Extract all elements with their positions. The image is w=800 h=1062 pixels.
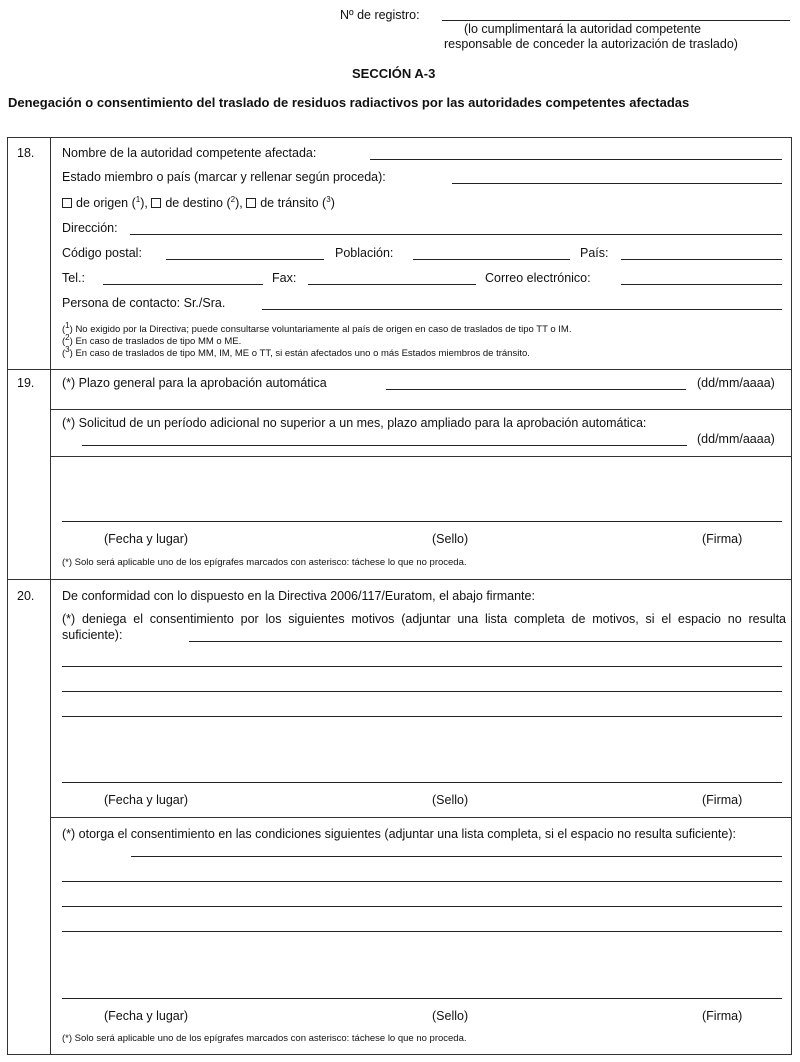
persona-label: Persona de contacto: Sr./Sra.	[62, 296, 226, 310]
signature-line-20a[interactable]	[62, 782, 782, 783]
section-title: SECCIÓN A-3	[352, 66, 436, 81]
intro-label: De conformidad con lo dispuesto en la Directiva 2006/117/Euratom, el abajo firmante:	[62, 589, 535, 603]
fax-field[interactable]	[308, 284, 476, 285]
correo-field[interactable]	[621, 284, 782, 285]
plazo-label: (*) Plazo general para la aprobación automática	[62, 376, 327, 390]
otorga-field-3[interactable]	[62, 906, 782, 907]
deniega-field-4[interactable]	[62, 716, 782, 717]
row-number-20: 20.	[17, 589, 35, 603]
origen-label: de origen (	[76, 196, 136, 211]
sello-label-19: (Sello)	[432, 532, 469, 546]
correo-label: Correo electrónico:	[485, 271, 591, 285]
fecha-label-19: (Fecha y lugar)	[104, 532, 189, 546]
firma-label-19: (Firma)	[702, 532, 743, 546]
estado-checkboxes: de origen ($^1$), de destino ($^2$), de tránsito ($^3$)	[62, 195, 335, 210]
origen-checkbox[interactable]	[62, 198, 72, 208]
section-subtitle: Denegación o consentimiento del traslado de residuos radiactivos por las autoridades competentes afectadas	[8, 95, 690, 110]
persona-field[interactable]	[262, 309, 782, 310]
footnote-2: ($^2$) En caso de traslados de tipo MM o ME.	[62, 333, 242, 348]
column-divider	[50, 138, 51, 1054]
registro-note-line2: responsable de conceder la autorización de traslado)	[444, 37, 738, 51]
sub-divider-19b	[50, 456, 791, 457]
footnote-3: ($^3$) En caso de traslados de tipo MM, IM, ME o TT, si están afectados uno o más Estados miembros de tránsito.	[62, 345, 530, 360]
nota-19: (*) Solo será aplicable uno de los epígrafes marcados con asterisco: táchese lo que no proceda.	[62, 557, 467, 568]
estado-label: Estado miembro o país (marcar y rellenar según proceda):	[62, 170, 386, 184]
otorga-field-1[interactable]	[131, 856, 782, 857]
tel-label: Tel.:	[62, 271, 85, 285]
transito-label: de tránsito (	[260, 196, 327, 211]
registro-field[interactable]	[442, 20, 790, 21]
cp-field[interactable]	[166, 259, 324, 260]
poblacion-label: Población:	[335, 246, 394, 260]
destino-checkbox[interactable]	[151, 198, 161, 208]
pais-label: País:	[580, 246, 609, 260]
estado-field[interactable]	[452, 183, 782, 184]
otorga-field-4[interactable]	[62, 931, 782, 932]
registro-label: Nº de registro:	[340, 8, 420, 22]
firma-label-20b: (Firma)	[702, 1009, 743, 1023]
registro-note-line1: (lo cumplimentará la autoridad competente	[464, 22, 701, 36]
nombre-field[interactable]	[370, 159, 782, 160]
otorga-label: (*) otorga el consentimiento en las condiciones siguientes (adjuntar una lista completa, si el espacio no resulta suficiente):	[62, 827, 736, 841]
pais-field[interactable]	[621, 259, 782, 260]
row-number-19: 19.	[17, 376, 35, 390]
signature-line-20b[interactable]	[62, 998, 782, 999]
fecha-label-20a: (Fecha y lugar)	[104, 793, 189, 807]
footnote-1: ($^1$) No exigido por la Directiva; puede consultarse voluntariamente al país de origen en caso de traslados de tipo TT o IM.	[62, 321, 572, 336]
cp-label: Código postal:	[62, 246, 142, 260]
plazo-field[interactable]	[386, 389, 686, 390]
sello-label-20b: (Sello)	[432, 1009, 469, 1023]
plazo-date-format: (dd/mm/aaaa)	[697, 376, 775, 390]
otorga-field-2[interactable]	[62, 881, 782, 882]
tel-field[interactable]	[103, 284, 263, 285]
firma-label-20a: (Firma)	[702, 793, 743, 807]
poblacion-field[interactable]	[413, 259, 570, 260]
direccion-field[interactable]	[130, 234, 782, 235]
row-divider-18-19	[8, 369, 791, 370]
row-divider-19-20	[8, 579, 791, 580]
fecha-label-20b: (Fecha y lugar)	[104, 1009, 189, 1023]
sello-label-20a: (Sello)	[432, 793, 469, 807]
transito-checkbox[interactable]	[246, 198, 256, 208]
deniega-field-2[interactable]	[62, 666, 782, 667]
solicitud-date-format: (dd/mm/aaaa)	[697, 432, 775, 446]
fax-label: Fax:	[272, 271, 297, 285]
signature-line-19[interactable]	[62, 521, 782, 522]
sub-divider-20	[50, 817, 791, 818]
destino-label: de destino (	[165, 196, 231, 211]
nota-20: (*) Solo será aplicable uno de los epígrafes marcados con asterisco: táchese lo que no proceda.	[62, 1033, 467, 1044]
solicitud-label: (*) Solicitud de un período adicional no superior a un mes, plazo ampliado para la aprobación automática:	[62, 416, 647, 430]
deniega-field-1[interactable]	[189, 641, 782, 642]
solicitud-field[interactable]	[82, 445, 687, 446]
sub-divider-19a	[50, 409, 791, 410]
nombre-label: Nombre de la autoridad competente afectada:	[62, 146, 317, 160]
direccion-label: Dirección:	[62, 221, 118, 235]
row-number-18: 18.	[17, 146, 35, 160]
deniega-field-3[interactable]	[62, 691, 782, 692]
deniega-label: (*) deniega el consentimiento por los siguientes motivos (adjuntar una lista completa de motivos, si el espacio no resulta suficiente):	[62, 612, 786, 642]
